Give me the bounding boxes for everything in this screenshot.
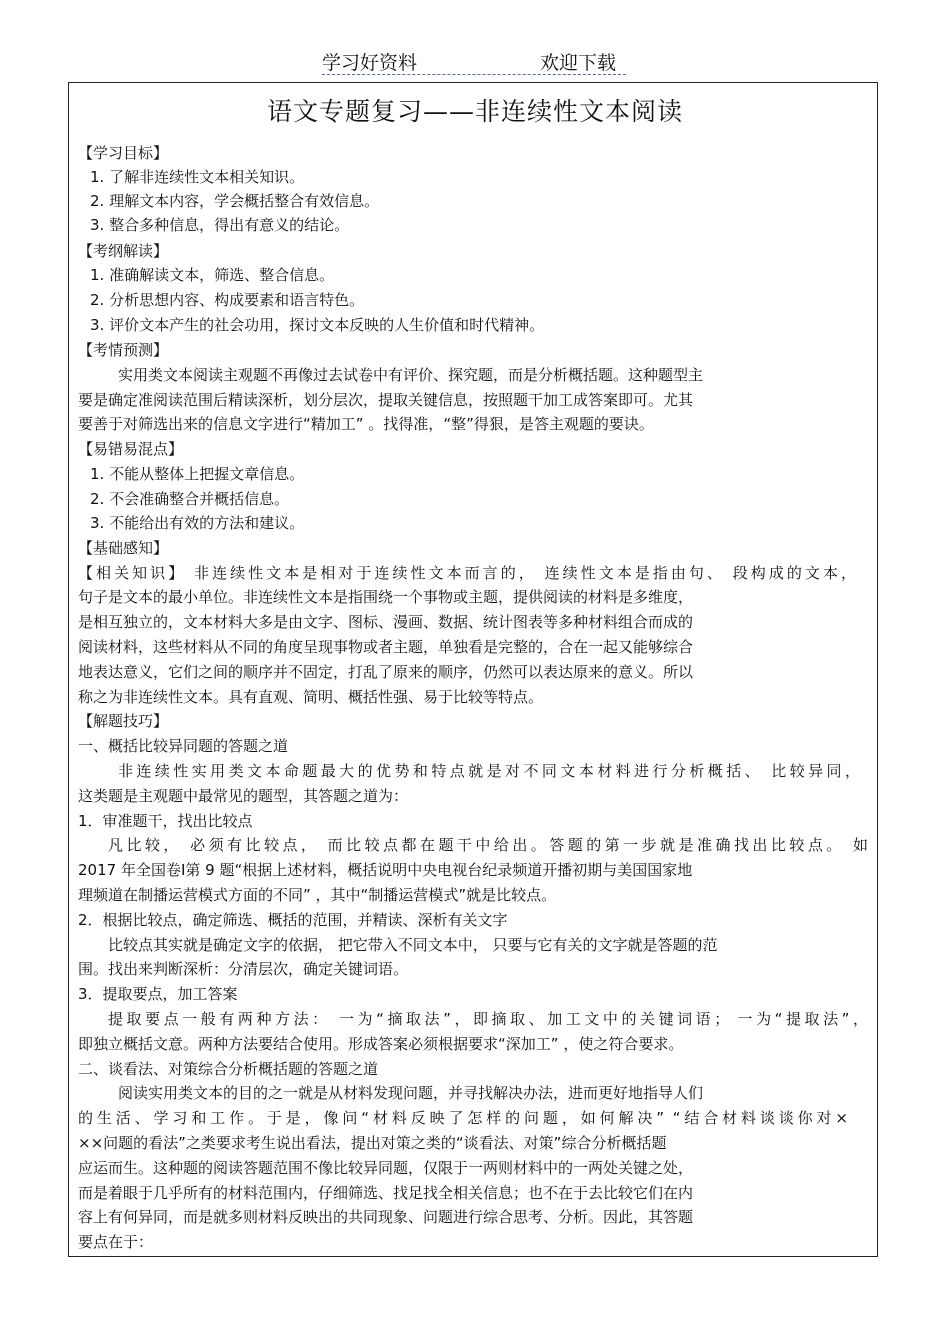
header-left-text: 学习好资料 [322,52,418,74]
list-item: 1. 了解非连续性文本相关知识。 [90,168,305,186]
list-item: 2. 理解文本内容，学会概括整合有效信息。 [90,192,380,210]
paragraph-line: 实用类文本阅读主观题不再像过去试卷中有评价、探究题，而是分析概括题。这种题型主 [118,366,704,384]
paragraph-line: ××问题的看法”之类要求考生说出看法，提出对策之类的“谈看法、对策”综合分析概括题 [78,1134,667,1152]
paragraph-line: 凡比较， 必须有比较点， 而比较点都在题干中给出。答题的第一步就是准确找出比较点。 如 [108,836,868,854]
paragraph-line: 是相互独立的，文本材料大多是由文字、图标、漫画、数据、统计图表等多种材料组合而成的 [78,613,694,631]
step-heading: 2．根据比较点，确定筛选、概括的范围，并精读、深析有关文字 [78,911,508,929]
paragraph-line: 这类题是主观题中最常见的题型，其答题之道为： [78,787,409,805]
section-heading: 【基础感知】 [78,539,169,557]
paragraph-line: 即独立概括文意。两种方法要结合使用。形成答案必须根据要求“深加工” ，使之符合要求。 [78,1035,684,1053]
paragraph-line: 非连续性实用类文本命题最大的优势和特点就是对不同文本材料进行分析概括、 比较异同， [118,762,860,780]
paragraph-line: 要点在于： [78,1233,154,1251]
paragraph-line: 阅读材料，这些材料从不同的角度呈现事物或者主题，单独看是完整的，合在一起又能够综合 [78,638,694,656]
paragraph-line: 提取要点一般有两种方法： 一为“摘取法”，即摘取、加工文中的关键词语； 一为“提取法”， [108,1010,868,1028]
subsection-heading: 一、概括比较异同题的答题之道 [78,737,289,755]
section-heading: 【考纲解读】 [78,242,169,260]
subsection-heading: 二、谈看法、对策综合分析概括题的答题之道 [78,1060,379,1078]
paragraph-line: 理频道在制播运营模式方面的不同” ，其中“制播运营模式”就是比较点。 [78,886,557,904]
step-heading: 3．提取要点，加工答案 [78,985,238,1003]
list-item: 1. 不能从整体上把握文章信息。 [90,465,305,483]
paragraph-line: 要善于对筛选出来的信息文字进行“精加工” 。找得准，“整”得狠，是答主观题的要诀。 [78,415,654,433]
section-heading: 【学习目标】 [78,144,169,162]
header-dashed-rule [322,74,626,75]
paragraph-line: 要是确定准阅读范围后精读深析，划分层次，提取关键信息，按照题干加工成答案即可。尤其 [78,391,694,409]
section-heading: 【解题技巧】 [78,712,169,730]
paragraph-line: 比较点其实就是确定文字的依据， 把它带入不同文本中， 只要与它有关的文字就是答题的范 [108,936,718,954]
list-item: 3. 评价文本产生的社会功用，探讨文本反映的人生价值和时代精神。 [90,316,545,334]
list-item: 3. 整合多种信息，得出有意义的结论。 [90,216,350,234]
list-item: 1. 准确解读文本，筛选、整合信息。 [90,266,335,284]
paragraph-line: 容上有何异同，而是就多则材料反映出的共同现象、问题进行综合思考、分析。因此，其答题 [78,1208,694,1226]
paragraph-line: 2017 年全国卷Ⅰ第 9 题“根据上述材料，概括说明中央电视台纪录频道开播初期与美国国家地 [78,861,693,879]
list-item: 2. 分析思想内容、构成要素和语言特色。 [90,291,365,309]
section-heading: 【易错易混点】 [78,440,184,458]
header-right-text: 欢迎下载 [540,52,617,74]
paragraph-line: 地表达意义，它们之间的顺序并不固定，打乱了原来的顺序，仍然可以表达原来的意义。所以 [78,663,694,681]
paragraph-line: 应运而生。这种题的阅读答题范围不像比较异同题，仅限于一两则材料中的一两处关键之处， [78,1159,694,1177]
paragraph-line: 的生活、学习和工作。于是，像问“材料反映了怎样的问题，如何解决” “结合材料谈谈你对× [78,1109,848,1127]
paragraph-line: 围。找出来判断深析：分清层次，确定关键词语。 [78,960,409,978]
paragraph-line: 而是着眼于几乎所有的材料范围内，仔细筛选、找足找全相关信息；也不在于去比较它们在内 [78,1184,694,1202]
paragraph-line: 【相关知识】 非连续性文本是相对于连续性文本而言的， 连续性文本是指由句、 段构成的文本， [78,564,856,582]
list-item: 3. 不能给出有效的方法和建议。 [90,514,305,532]
document-title: 语文专题复习——非连续性文本阅读 [266,97,683,126]
section-heading: 【考情预测】 [78,341,169,359]
paragraph-line: 称之为非连续性文本。具有直观、简明、概括性强、易于比较等特点。 [78,688,544,706]
page-header [0,48,950,78]
step-heading: 1．审准题干，找出比较点 [78,812,253,830]
paragraph-line: 阅读实用类文本的目的之一就是从材料发现问题，并寻找解决办法，进而更好地指导人们 [118,1084,704,1102]
paragraph-line: 句子是文本的最小单位。非连续性文本是指围绕一个事物或主题，提供阅读的材料是多维度， [78,588,694,606]
list-item: 2. 不会准确整合并概括信息。 [90,490,290,508]
